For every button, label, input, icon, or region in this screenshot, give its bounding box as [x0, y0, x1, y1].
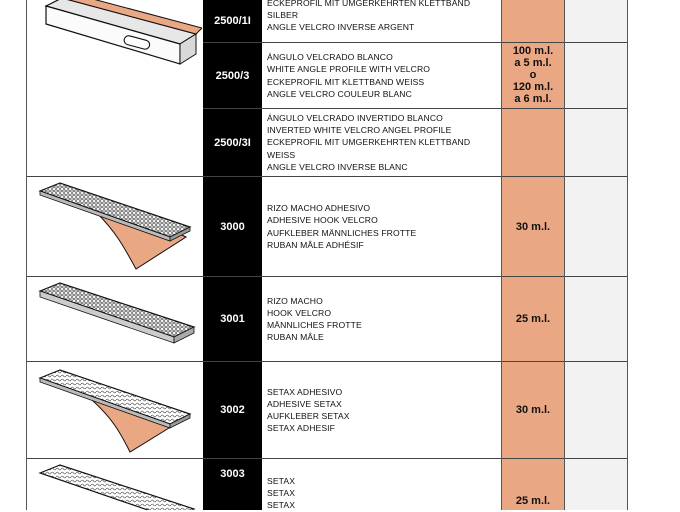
- setax-strip-icon: [26, 459, 202, 510]
- product-description: ÁNGULO VELCRADO INVERTIDO BLANCO INVERTED WHITE VELCRO ANGEL PROFILE ECKEPROFIL MIT UMGERKEHRTEN KLETTBAND WEISS ANGLE VELCRO INVERSE BLANC: [267, 112, 471, 172]
- quantity-cell: 25 m.l.: [502, 459, 564, 510]
- row-divider: [26, 176, 627, 177]
- quantity-cell: 25 m.l.: [502, 277, 564, 361]
- product-row-3001: [0, 277, 680, 361]
- product-row-2500-3: [0, 43, 680, 108]
- grey-column-cell: [565, 459, 627, 510]
- product-description: SETAX ADHESIVO ADHESIVE SETAX AUFKLEBER SETAX SETAX ADHESIF: [267, 386, 350, 434]
- hook-strip-icon: [26, 277, 202, 361]
- product-row-3003: [0, 459, 680, 510]
- grey-column-cell: [565, 43, 627, 108]
- column-divider: [501, 0, 502, 510]
- column-divider: [564, 0, 565, 510]
- grey-column-cell: [565, 109, 627, 176]
- adhesive-hook-strip-icon: [26, 177, 202, 276]
- product-code: 3003: [203, 459, 262, 510]
- grey-column-cell: [565, 277, 627, 361]
- row-divider: [26, 276, 627, 277]
- product-code: 3002: [203, 362, 262, 458]
- column-divider: [627, 0, 628, 510]
- product-description: ECKEPROFIL MIT UMGERKEHRTEN KLETTBAND SILBER ANGLE VELCRO INVERSE ARGENT: [267, 0, 471, 33]
- product-description: ÁNGULO VELCRADO BLANCO WHITE ANGLE PROFILE WITH VELCRO ECKEPROFIL MIT KLETTBAND WEISS ANGLE VELCRO COULEUR BLANC: [267, 52, 431, 99]
- product-row-2500-1i: [0, 0, 680, 42]
- grey-column-cell: [565, 0, 627, 42]
- column-divider: [26, 0, 27, 510]
- product-code: 3001: [203, 277, 262, 361]
- product-row-3002: [0, 362, 680, 458]
- product-description: SETAX SETAX SETAX: [267, 476, 296, 511]
- row-divider: [26, 458, 627, 459]
- product-code: 2500/1I: [203, 0, 262, 42]
- product-row-2500-3i: [0, 109, 680, 176]
- product-code: 2500/3: [203, 43, 262, 108]
- quantity-cell: 30 m.l.: [502, 177, 564, 276]
- angle-profile-icon: [26, 0, 202, 42]
- product-description: RIZO MACHO ADHESIVO ADHESIVE HOOK VELCRO AUFKLEBER MÄNNLICHES FROTTE RUBAN MÂLE ADHÉSIF: [267, 203, 417, 250]
- merged-quantity-cell: 100 m.l. a 5 m.l. o 120 m.l. a 6 m.l.: [502, 0, 564, 176]
- product-row-3000: [0, 177, 680, 276]
- product-code: 2500/3I: [203, 109, 262, 176]
- grey-column-cell: [565, 362, 627, 458]
- product-code: 3000: [203, 177, 262, 276]
- grey-column-cell: [565, 177, 627, 276]
- quantity-cell: 30 m.l.: [502, 362, 564, 458]
- row-divider: [26, 361, 627, 362]
- adhesive-setax-strip-icon: [26, 362, 202, 458]
- product-description: RIZO MACHO HOOK VELCRO MÄNNLICHES FROTTE RUBAN MÂLE: [267, 295, 362, 343]
